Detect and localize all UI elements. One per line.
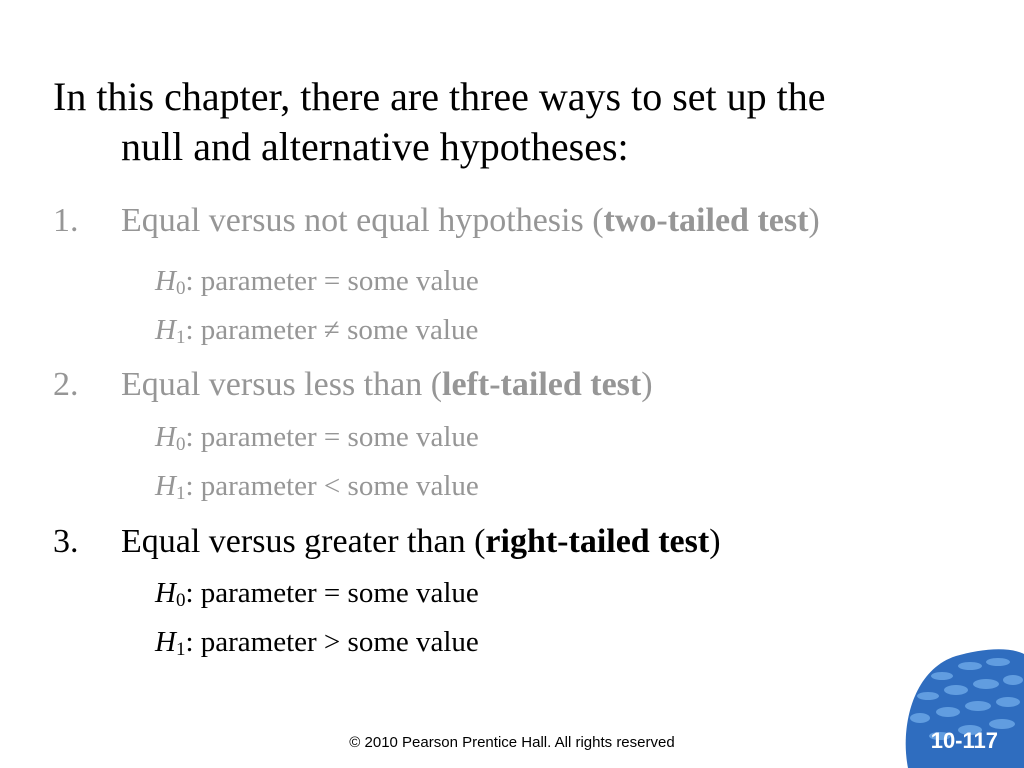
null-hypothesis-1 (155, 263, 479, 299)
hypothesis-symbol: H (155, 421, 176, 453)
hypothesis-text: : parameter = some value (185, 421, 479, 453)
copyright-footer: © 2010 Pearson Prentice Hall. All rights reserved (349, 734, 675, 751)
list-item-text-suffix: ) (709, 523, 721, 560)
hypothesis-subscript: 1 (175, 483, 186, 504)
null-hypothesis-3 (155, 575, 479, 611)
null-hypothesis-2 (155, 419, 479, 455)
list-item-number: 3. (53, 523, 79, 560)
list-item-text: Equal versus not equal hypothesis ( (121, 202, 604, 239)
hypothesis-subscript: 0 (175, 590, 186, 611)
hypothesis-text: : parameter = some value (185, 577, 479, 609)
list-item-text: Equal versus greater than ( (121, 523, 486, 560)
list-item-test-name: left-tailed test (442, 366, 642, 403)
hypothesis-subscript: 1 (175, 327, 186, 348)
hypothesis-symbol: H (155, 265, 176, 297)
hypothesis-text: : parameter ≠ some value (185, 314, 479, 346)
list-item-test-name: two-tailed test (603, 202, 809, 239)
hypothesis-text: : parameter > some value (185, 626, 479, 658)
hypothesis-symbol: H (155, 626, 176, 658)
hypothesis-text: : parameter = some value (185, 265, 479, 297)
alternative-hypothesis-1 (155, 312, 478, 348)
hypothesis-subscript: 1 (175, 639, 186, 660)
list-item-text: Equal versus less than ( (121, 366, 443, 403)
list-item-text-suffix: ) (808, 202, 820, 239)
hypothesis-symbol: H (155, 577, 176, 609)
list-item-number: 2. (53, 366, 79, 403)
slide-page-number: 10-117 (930, 728, 998, 753)
intro-line-1: In this chapter, there are three ways to set up the (53, 74, 826, 119)
hypothesis-subscript: 0 (175, 434, 186, 455)
hypothesis-text: : parameter < some value (185, 470, 479, 502)
alternative-hypothesis-3 (155, 624, 479, 660)
alternative-hypothesis-2 (155, 468, 479, 504)
hypothesis-symbol: H (155, 470, 176, 502)
list-item-number: 1. (53, 202, 79, 239)
slide-intro-text (53, 72, 983, 172)
list-item-two-tailed (53, 201, 820, 241)
list-item-test-name: right-tailed test (485, 523, 710, 560)
list-item-right-tailed (53, 522, 721, 562)
list-item-text-suffix: ) (641, 366, 653, 403)
hypothesis-symbol: H (155, 314, 176, 346)
intro-line-2: null and alternative hypotheses: (121, 124, 629, 169)
hypothesis-subscript: 0 (175, 278, 186, 299)
list-item-left-tailed (53, 365, 653, 405)
